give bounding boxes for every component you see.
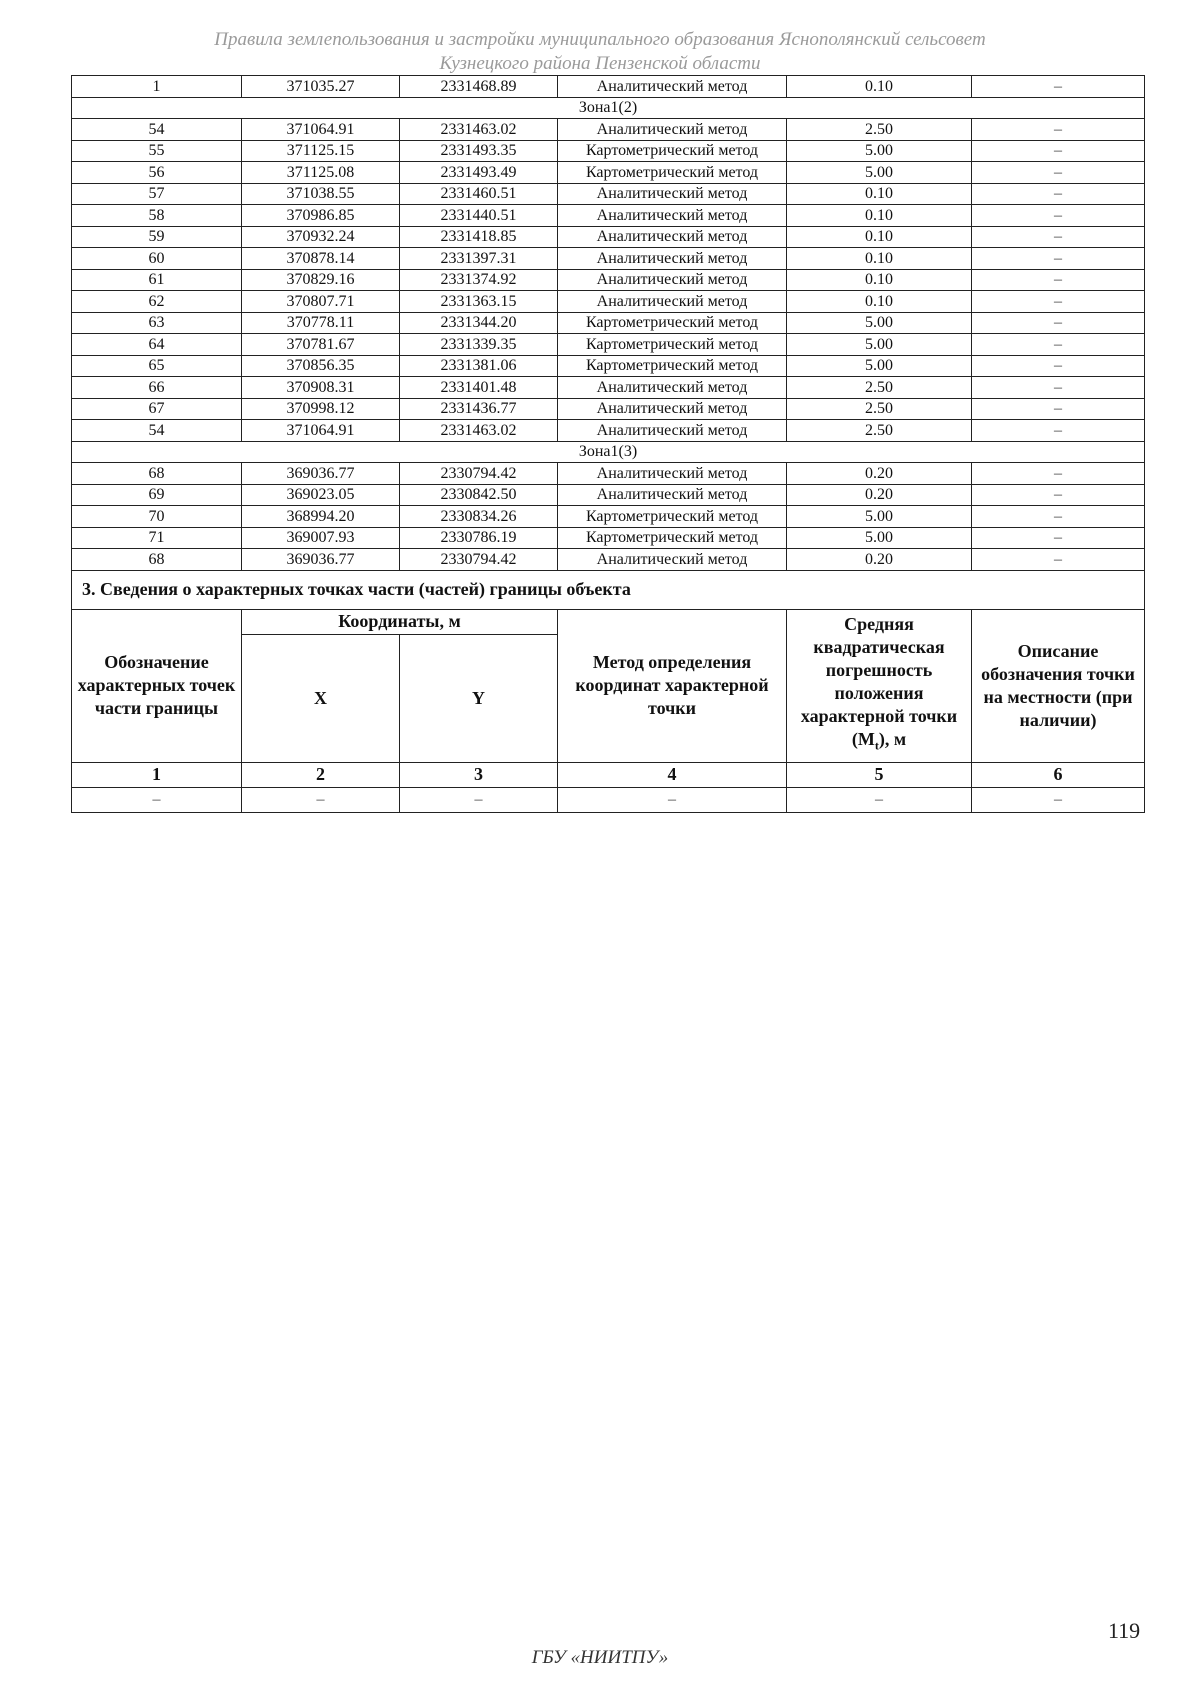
header-mean-error-unit: ), м (878, 729, 907, 750)
x-coordinate-cell: 369036.77 (242, 549, 400, 571)
coordinates-table (71, 75, 1145, 813)
point-number-cell: 68 (72, 463, 242, 485)
x-coordinate-cell: 369023.05 (242, 484, 400, 506)
table-row (72, 420, 1145, 442)
description-cell: – (972, 549, 1145, 571)
error-cell: 5.00 (787, 162, 972, 184)
description-cell: – (972, 355, 1145, 377)
point-number-cell: 67 (72, 398, 242, 420)
table-row (72, 76, 1145, 98)
method-cell: Аналитический метод (558, 291, 787, 313)
table-row (72, 527, 1145, 549)
header-line-1: Правила землепользования и застройки муниципального образования Яснополянский сельсовет (214, 29, 986, 50)
header-point-designation: Обозначение характерных точек части границы (72, 609, 242, 762)
x-coordinate-cell: 370778.11 (242, 312, 400, 334)
description-cell: – (972, 226, 1145, 248)
description-cell: – (972, 76, 1145, 98)
column-number: 4 (558, 762, 787, 787)
method-cell: Аналитический метод (558, 76, 787, 98)
error-cell: 0.10 (787, 76, 972, 98)
point-number-cell: 68 (72, 549, 242, 571)
error-cell: 5.00 (787, 355, 972, 377)
point-number-cell: 64 (72, 334, 242, 356)
y-coordinate-cell: 2331436.77 (400, 398, 558, 420)
table-row (72, 140, 1145, 162)
point-number-cell: 71 (72, 527, 242, 549)
y-coordinate-cell: 2331381.06 (400, 355, 558, 377)
point-number-cell: 54 (72, 420, 242, 442)
description-cell: – (972, 183, 1145, 205)
point-number-cell: 59 (72, 226, 242, 248)
point-number-cell: 65 (72, 355, 242, 377)
point-number-cell: 60 (72, 248, 242, 270)
x-coordinate-cell: 371064.91 (242, 119, 400, 141)
y-coordinate-cell: 2331493.49 (400, 162, 558, 184)
point-number-cell: 58 (72, 205, 242, 227)
empty-cell: – (400, 787, 558, 812)
method-cell: Аналитический метод (558, 248, 787, 270)
error-cell: 5.00 (787, 334, 972, 356)
x-coordinate-cell: 371125.08 (242, 162, 400, 184)
y-coordinate-cell: 2331468.89 (400, 76, 558, 98)
method-cell: Картометрический метод (558, 334, 787, 356)
zone-header-row (72, 97, 1145, 119)
description-cell: – (972, 291, 1145, 313)
error-cell: 0.20 (787, 463, 972, 485)
table-row (72, 377, 1145, 399)
description-cell: – (972, 162, 1145, 184)
zone-label: Зона1(2) (72, 97, 1145, 119)
description-cell: – (972, 420, 1145, 442)
y-coordinate-cell: 2330794.42 (400, 463, 558, 485)
footer-organization: ГБУ «НИИТПУ» (531, 1647, 669, 1668)
empty-cell: – (558, 787, 787, 812)
column-number: 3 (400, 762, 558, 787)
header-mean-error (787, 609, 972, 762)
point-number-cell: 62 (72, 291, 242, 313)
x-coordinate-cell: 371064.91 (242, 420, 400, 442)
x-coordinate-cell: 368994.20 (242, 506, 400, 528)
error-cell: 0.10 (787, 248, 972, 270)
header-method: Метод определения координат характерной точки (558, 609, 787, 762)
y-coordinate-cell: 2331463.02 (400, 420, 558, 442)
x-coordinate-cell: 369036.77 (242, 463, 400, 485)
description-cell: – (972, 205, 1145, 227)
point-number-cell: 61 (72, 269, 242, 291)
x-coordinate-cell: 370998.12 (242, 398, 400, 420)
method-cell: Картометрический метод (558, 162, 787, 184)
error-cell: 0.10 (787, 269, 972, 291)
error-cell: 2.50 (787, 377, 972, 399)
table-row (72, 484, 1145, 506)
point-number-cell: 63 (72, 312, 242, 334)
error-cell: 5.00 (787, 527, 972, 549)
x-coordinate-cell: 370908.31 (242, 377, 400, 399)
point-number-cell: 66 (72, 377, 242, 399)
page-number: 119 (1108, 1618, 1141, 1643)
method-cell: Аналитический метод (558, 205, 787, 227)
y-coordinate-cell: 2330842.50 (400, 484, 558, 506)
y-coordinate-cell: 2330786.19 (400, 527, 558, 549)
error-cell: 2.50 (787, 119, 972, 141)
error-cell: 0.10 (787, 226, 972, 248)
y-coordinate-cell: 2331344.20 (400, 312, 558, 334)
point-number-cell: 70 (72, 506, 242, 528)
x-coordinate-cell: 370986.85 (242, 205, 400, 227)
y-coordinate-cell: 2331463.02 (400, 119, 558, 141)
y-coordinate-cell: 2331493.35 (400, 140, 558, 162)
document-header (140, 28, 1060, 76)
empty-cell: – (242, 787, 400, 812)
table-row (72, 355, 1145, 377)
x-coordinate-cell: 369007.93 (242, 527, 400, 549)
description-cell: – (972, 506, 1145, 528)
y-coordinate-cell: 2331460.51 (400, 183, 558, 205)
table-row (72, 463, 1145, 485)
y-coordinate-cell: 2331339.35 (400, 334, 558, 356)
point-number-cell: 69 (72, 484, 242, 506)
method-cell: Картометрический метод (558, 140, 787, 162)
error-cell: 2.50 (787, 398, 972, 420)
method-cell: Аналитический метод (558, 269, 787, 291)
error-cell: 0.10 (787, 291, 972, 313)
y-coordinate-cell: 2331397.31 (400, 248, 558, 270)
column-number: 5 (787, 762, 972, 787)
method-cell: Аналитический метод (558, 119, 787, 141)
x-coordinate-cell: 371038.55 (242, 183, 400, 205)
error-cell: 0.10 (787, 205, 972, 227)
method-cell: Аналитический метод (558, 549, 787, 571)
description-cell: – (972, 398, 1145, 420)
method-cell: Аналитический метод (558, 377, 787, 399)
description-cell: – (972, 484, 1145, 506)
header-coordinates: Координаты, м (242, 609, 558, 634)
x-coordinate-cell: 370829.16 (242, 269, 400, 291)
header-mean-error-subscript: t (874, 738, 879, 753)
description-cell: – (972, 269, 1145, 291)
description-cell: – (972, 334, 1145, 356)
table-row (72, 269, 1145, 291)
zone-label: Зона1(3) (72, 441, 1145, 463)
method-cell: Аналитический метод (558, 420, 787, 442)
description-cell: – (972, 527, 1145, 549)
section3-header-row (72, 609, 1145, 634)
point-number-cell: 1 (72, 76, 242, 98)
table-row (72, 334, 1145, 356)
header-x: X (242, 634, 400, 762)
empty-cell: – (72, 787, 242, 812)
error-cell: 5.00 (787, 312, 972, 334)
point-number-cell: 54 (72, 119, 242, 141)
column-number: 2 (242, 762, 400, 787)
method-cell: Картометрический метод (558, 312, 787, 334)
header-line-2: Кузнецкого района Пензенской области (439, 53, 761, 74)
table-row (72, 119, 1145, 141)
method-cell: Картометрический метод (558, 355, 787, 377)
x-coordinate-cell: 371035.27 (242, 76, 400, 98)
table-row (72, 226, 1145, 248)
y-coordinate-cell: 2331363.15 (400, 291, 558, 313)
method-cell: Аналитический метод (558, 183, 787, 205)
table-row (72, 549, 1145, 571)
table-row (72, 162, 1145, 184)
y-coordinate-cell: 2331440.51 (400, 205, 558, 227)
method-cell: Аналитический метод (558, 398, 787, 420)
zone-header-row (72, 441, 1145, 463)
method-cell: Картометрический метод (558, 527, 787, 549)
column-number-row (72, 762, 1145, 787)
table-row (72, 205, 1145, 227)
error-cell: 0.20 (787, 484, 972, 506)
y-coordinate-cell: 2330794.42 (400, 549, 558, 571)
table-row (72, 291, 1145, 313)
coordinates-table-body (72, 76, 1145, 571)
table-row (72, 506, 1145, 528)
table-row (72, 248, 1145, 270)
x-coordinate-cell: 370807.71 (242, 291, 400, 313)
error-cell: 2.50 (787, 420, 972, 442)
description-cell: – (972, 312, 1145, 334)
point-number-cell: 56 (72, 162, 242, 184)
point-number-cell: 55 (72, 140, 242, 162)
y-coordinate-cell: 2331374.92 (400, 269, 558, 291)
description-cell: – (972, 119, 1145, 141)
header-y: Y (400, 634, 558, 762)
x-coordinate-cell: 370878.14 (242, 248, 400, 270)
y-coordinate-cell: 2330834.26 (400, 506, 558, 528)
x-coordinate-cell: 370856.35 (242, 355, 400, 377)
header-mean-error-text: Средняя квадратическая погрешность положения характерной точки (M (800, 614, 958, 750)
x-coordinate-cell: 371125.15 (242, 140, 400, 162)
description-cell: – (972, 377, 1145, 399)
description-cell: – (972, 463, 1145, 485)
section3-body (72, 570, 1145, 812)
column-number: 6 (972, 762, 1145, 787)
description-cell: – (972, 248, 1145, 270)
table-row (72, 312, 1145, 334)
header-description: Описание обозначения точки на местности (при наличии) (972, 609, 1145, 762)
y-coordinate-cell: 2331418.85 (400, 226, 558, 248)
empty-cell: – (787, 787, 972, 812)
column-number: 1 (72, 762, 242, 787)
error-cell: 5.00 (787, 140, 972, 162)
method-cell: Аналитический метод (558, 226, 787, 248)
error-cell: 0.20 (787, 549, 972, 571)
empty-data-row (72, 787, 1145, 812)
method-cell: Аналитический метод (558, 484, 787, 506)
description-cell: – (972, 140, 1145, 162)
section3-title-row (72, 570, 1145, 609)
method-cell: Картометрический метод (558, 506, 787, 528)
point-number-cell: 57 (72, 183, 242, 205)
method-cell: Аналитический метод (558, 463, 787, 485)
error-cell: 0.10 (787, 183, 972, 205)
table-row (72, 183, 1145, 205)
x-coordinate-cell: 370781.67 (242, 334, 400, 356)
y-coordinate-cell: 2331401.48 (400, 377, 558, 399)
error-cell: 5.00 (787, 506, 972, 528)
table-row (72, 398, 1145, 420)
empty-cell: – (972, 787, 1145, 812)
section3-title: 3. Сведения о характерных точках части (частей) границы объекта (72, 570, 1145, 609)
x-coordinate-cell: 370932.24 (242, 226, 400, 248)
